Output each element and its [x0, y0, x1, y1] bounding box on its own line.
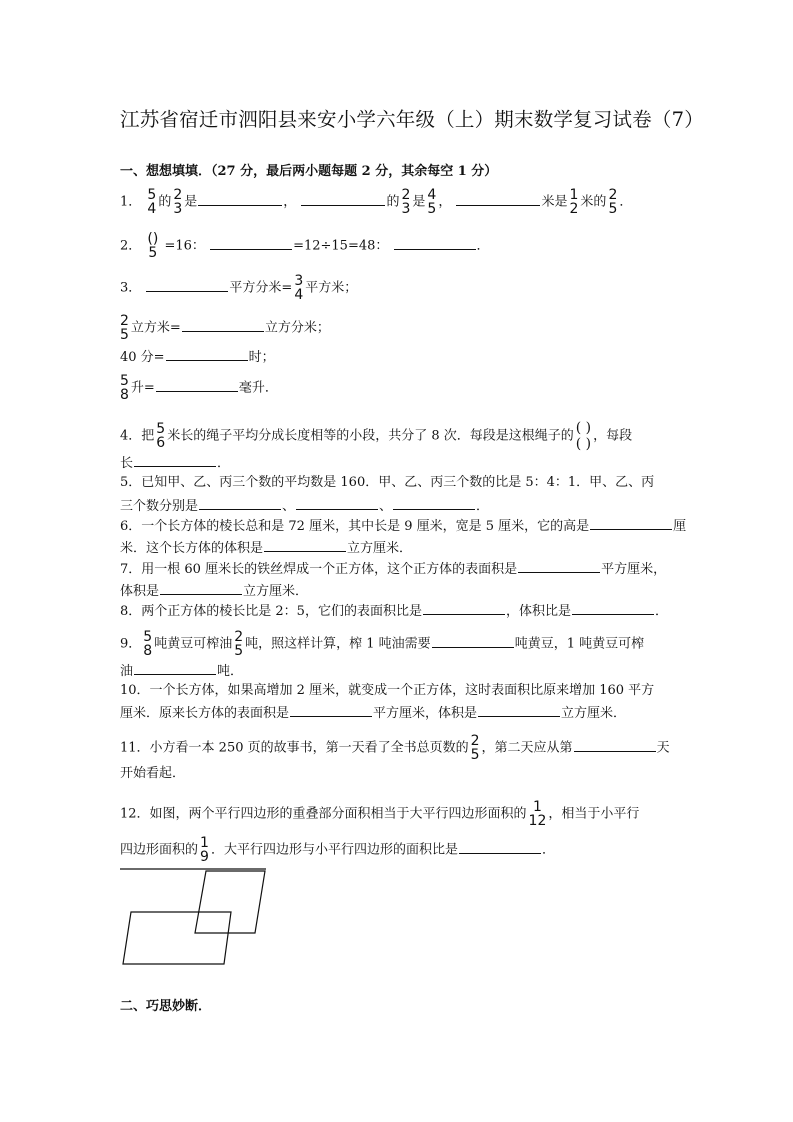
question-10: 10．一个长方体，如果高增加 2 厘米，就变成一个正方体，这时表面积比原来增加 160 平方 [120, 683, 655, 698]
answer-blank[interactable] [456, 191, 540, 206]
question-2: 2． () 5 =16： =12÷15=48： ． [120, 231, 490, 261]
question-3d: 5 8 升= 毫升． [120, 373, 278, 403]
answer-blank[interactable] [459, 839, 541, 854]
fraction: 2 5 [470, 733, 480, 763]
answer-blank[interactable] [432, 633, 514, 648]
fraction: 4 5 [427, 187, 437, 217]
answer-blank[interactable] [518, 558, 600, 573]
question-4: 4．把 5 6 米长的绳子平均分成长度相等的小段，共分了 8 次．每段是这根绳子的 ( ) ( ) ，每段 [120, 420, 633, 452]
question-6-line2: 米．这个长方体的体积是 立方厘米． [120, 537, 412, 559]
question-number: 1． [120, 194, 142, 210]
question-12: 12．如图，两个平行四边形的重叠部分面积相当于大平行四边形面积的 1 12 ，相当于小平行 [120, 799, 640, 829]
question-3: 3． 平方分米= 3 4 平方米； [120, 273, 358, 303]
answer-blank[interactable] [290, 702, 372, 717]
answer-blank[interactable] [478, 702, 560, 717]
fraction: 2 3 [401, 187, 411, 217]
fraction: 3 4 [294, 273, 304, 303]
question-4-line2: 长 ． [120, 452, 230, 474]
answer-blank[interactable] [166, 346, 248, 361]
fraction: () 5 [147, 231, 159, 261]
question-9-line2: 油 吨． [120, 660, 243, 682]
fraction: 5 8 [120, 373, 129, 403]
question-5: 5．已知甲、乙、丙三个数的平均数是 160．甲、乙、丙三个数的比是 5：4：1．甲、乙、丙 [120, 475, 655, 490]
large-parallelogram [123, 912, 231, 964]
answer-blank[interactable] [264, 537, 346, 552]
question-5-line2: 三个数分别是 、 、 ． [120, 495, 489, 517]
fraction: 1 9 [200, 835, 209, 865]
fraction: 1 2 [569, 187, 579, 217]
question-6: 6．一个长方体的棱长总和是 72 厘米，其中长是 9 厘米，宽是 5 厘米，它的高是 厘 [120, 515, 686, 537]
answer-blank[interactable] [301, 191, 385, 206]
section-2-heading: 二、巧思妙断． [120, 999, 212, 1014]
answer-blank[interactable] [156, 377, 238, 392]
answer-blank[interactable] [134, 660, 216, 675]
fraction: 5 4 [147, 187, 157, 217]
answer-blank[interactable] [199, 495, 281, 510]
question-12-line2: 四边形面积的 1 9 ．大平行四边形与小平行四边形的面积比是 ． [120, 835, 555, 865]
question-10-line2: 厘米．原来长方体的表面积是 平方厘米，体积是 立方厘米． [120, 702, 626, 724]
answer-blank[interactable] [393, 495, 475, 510]
answer-blank[interactable] [182, 317, 264, 332]
question-11: 11．小方看一本 250 页的故事书，第一天看了全书总页数的 2 5 ，第二天应从第 天 [120, 733, 670, 763]
answer-blank[interactable] [160, 580, 242, 595]
question-1: 1． 5 4 的 2 3 是 ， 的 2 3 是 4 5 ， 米是 1 2 米的 2 5 ． [120, 187, 633, 217]
page-title: 江苏省宿迁市泗阳县来安小学六年级（上）期末数学复习试卷（7） [120, 108, 704, 131]
question-7: 7．用一根 60 厘米长的铁丝焊成一个正方体，这个正方体的表面积是 平方厘米， [120, 558, 666, 580]
question-9: 9． 5 8 吨黄豆可榨油 2 5 吨，照这样计算，榨 1 吨油需要 吨黄豆，1 吨黄豆可榨 [120, 629, 645, 659]
question-7-line2: 体积是 立方厘米． [120, 580, 308, 602]
question-3c: 40 分= 时； [120, 346, 275, 368]
question-8: 8．两个正方体的棱长比是 2：5，它们的表面积比是 ，体积比是 ． [120, 600, 668, 622]
answer-blank[interactable] [590, 515, 672, 530]
answer-blank[interactable] [394, 235, 476, 250]
fraction: 2 5 [234, 629, 244, 659]
fraction: 2 5 [120, 313, 129, 343]
fraction: 2 3 [173, 187, 183, 217]
paren-fraction-blank[interactable]: ( ) ( ) [575, 420, 592, 452]
answer-blank[interactable] [572, 600, 654, 615]
fraction: 1 12 [528, 799, 547, 829]
answer-blank[interactable] [198, 191, 282, 206]
answer-blank[interactable] [134, 452, 216, 467]
answer-blank[interactable] [423, 600, 505, 615]
fraction: 5 8 [143, 629, 153, 659]
answer-blank[interactable] [146, 277, 228, 292]
fraction: 5 6 [156, 421, 166, 451]
question-11-line2: 开始看起． [120, 766, 186, 781]
section-1-heading: 一、想想填填．（27 分，最后两小题每题 2 分，其余每空 1 分） [120, 164, 498, 179]
answer-blank[interactable] [574, 737, 656, 752]
answer-blank[interactable] [210, 235, 292, 250]
answer-blank[interactable] [296, 495, 378, 510]
parallelograms-diagram [110, 860, 290, 980]
fraction: 2 5 [608, 187, 618, 217]
question-3b: 2 5 立方米= 立方分米； [120, 313, 330, 343]
